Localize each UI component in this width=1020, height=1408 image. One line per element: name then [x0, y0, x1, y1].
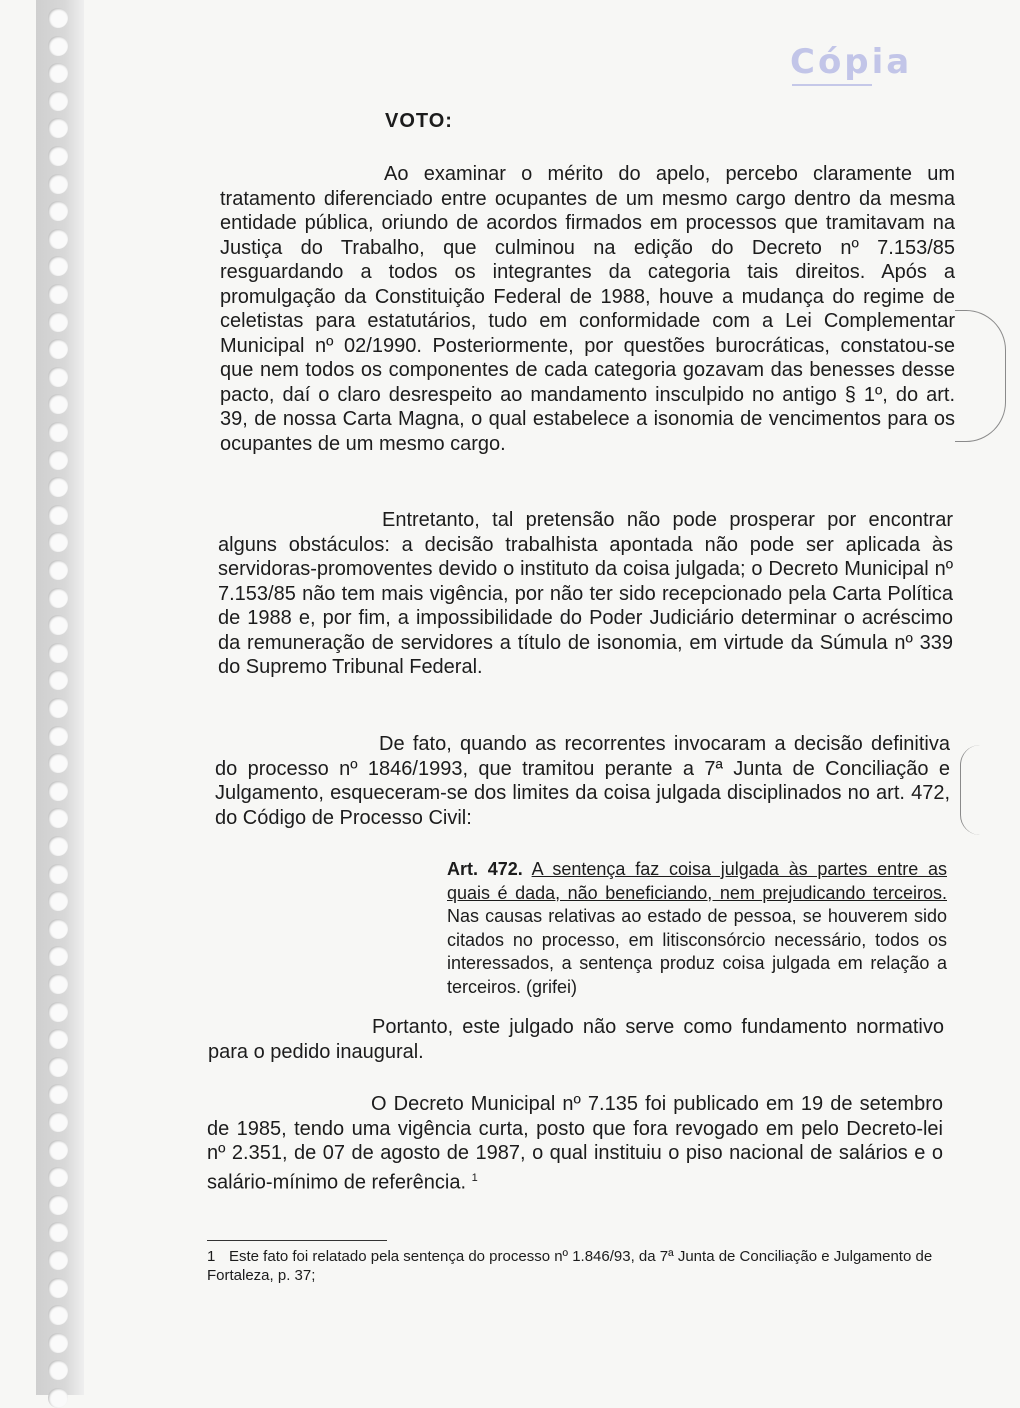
footnote-number: 1 [207, 1248, 216, 1265]
binding-hole [48, 1305, 68, 1325]
binding-hole [48, 1140, 68, 1160]
binding-hole [48, 1167, 68, 1187]
binding-hole [48, 1360, 68, 1380]
binding-hole [48, 422, 68, 442]
binding-hole [48, 312, 68, 332]
binding-hole [48, 1388, 68, 1408]
footnote-separator [207, 1240, 387, 1241]
binding-hole [48, 1195, 68, 1215]
handwritten-margin-scribble [960, 745, 1001, 835]
binding-hole [48, 808, 68, 828]
binding-hole [48, 836, 68, 856]
binding-hole [48, 63, 68, 83]
paragraph-5-text: O Decreto Municipal nº 7.135 foi publicado em 19 de setembro de 1985, tendo uma vigência curta, posto que fora revogado em pelo Decreto-lei nº 2.351, de 07 de agosto de 1987, o qual instituiu o piso nacional de salários e o salário-mínimo de referência. [207, 1093, 943, 1194]
binding-hole [48, 1002, 68, 1022]
quote-article-number: Art. 472. [447, 859, 523, 879]
binding-hole [48, 394, 68, 414]
binding-hole [48, 477, 68, 497]
binding-hole [48, 339, 68, 359]
footnote-text: Este fato foi relatado pela sentença do processo nº 1.846/93, da 7ª Junta de Conciliação e Julgamento de Fortaleza, p. 37; [207, 1248, 933, 1284]
binding-hole [48, 1084, 68, 1104]
binding-hole [48, 1250, 68, 1270]
legal-quotation [447, 858, 947, 999]
binding-hole [48, 1029, 68, 1049]
binding-hole [48, 1112, 68, 1132]
binding-hole [48, 532, 68, 552]
binding-hole [48, 670, 68, 690]
binding-hole [48, 1333, 68, 1353]
binding-hole [48, 1222, 68, 1242]
binding-hole [48, 174, 68, 194]
binding-hole [48, 698, 68, 718]
binding-hole [48, 91, 68, 111]
quote-remaining-text: Nas causas relativas ao estado de pessoa, se houverem sido citados no processo, em litisconsórcio necessário, todos os interessados, a sentença produz coisa julgada em relação a terceiros. (grifei) [447, 906, 947, 997]
binding-hole [48, 1278, 68, 1298]
binding-hole [48, 588, 68, 608]
binding-hole [48, 974, 68, 994]
paragraph-1: Ao examinar o mérito do apelo, percebo claramente um tratamento diferenciado entre ocupantes de um mesmo cargo dentro da mesma entidade pública, oriundo de acordos firmados em processos que tramitavam na Justiça do Trabalho, que culminou na edição do Decreto nº 7.153/85 resguardando a todos os integrantes da categoria tais direitos. Após a promulgação da Constituição Federal de 1988, houve a mudança do regime de celetistas para estatutários, tudo em conformidade com a Lei Complementar Municipal nº 02/1990. Posteriormente, por questões burocráticas, constatou-se que nem todos os componentes de cada categoria gozavam das benesses desse pacto, daí o claro desrespeito ao mandamento insculpido no antigo § 1º, do art. 39, de nossa Carta Magna, o qual estabelece a isonomia de vencimentos para os ocupantes de um mesmo cargo. [220, 163, 955, 455]
binding-holes-strip [36, 0, 84, 1395]
binding-hole [48, 753, 68, 773]
binding-hole [48, 367, 68, 387]
binding-hole [48, 946, 68, 966]
binding-hole [48, 643, 68, 663]
binding-hole [48, 726, 68, 746]
paragraph-3: De fato, quando as recorrentes invocaram a decisão definitiva do processo nº 1846/1993, que tramitou perante a 7ª Junta de Conciliação e Julgamento, esqueceram-se dos limites da coisa julgada disciplinados no art. 472, do Código de Processo Civil: [215, 733, 950, 829]
binding-hole [48, 229, 68, 249]
quote-underlined-text: A sentença faz coisa julgada às partes entre as quais é dada, não beneficiando, nem prejudicando terceiros. [447, 859, 947, 903]
binding-hole [48, 118, 68, 138]
binding-hole [48, 891, 68, 911]
binding-hole [48, 284, 68, 304]
paragraph-4: Portanto, este julgado não serve como fundamento normativo para o pedido inaugural. [208, 1016, 944, 1063]
binding-hole [48, 8, 68, 28]
binding-hole [48, 919, 68, 939]
binding-hole [48, 560, 68, 580]
copy-stamp: Cópia [790, 42, 913, 82]
paragraph-2: Entretanto, tal pretensão não pode prosperar por encontrar alguns obstáculos: a decisão trabalhista apontada não pode ser aplicada às servidoras-promoventes devido o instituto da coisa julgada; o Decreto Municipal nº 7.153/85 não tem mais vigência, por não ter sido recepcionado pela Carta Política de 1988 e, por fim, a impossibilidade do Poder Judiciário determinar o acréscimo da remuneração de servidores a título de isonomia, em virtude da Súmula nº 339 do Supremo Tribunal Federal. [218, 509, 953, 678]
binding-hole [48, 615, 68, 635]
binding-hole [48, 36, 68, 56]
paragraph-5 [207, 1092, 943, 1195]
binding-hole [48, 450, 68, 470]
footnote [207, 1247, 942, 1285]
binding-hole [48, 864, 68, 884]
binding-hole [48, 781, 68, 801]
binding-hole [48, 1057, 68, 1077]
binding-hole [48, 201, 68, 221]
binding-hole [48, 256, 68, 276]
section-heading: VOTO: [385, 110, 453, 132]
footnote-reference: 1 [471, 1171, 478, 1184]
margin-bracket-mark [955, 310, 1006, 442]
binding-hole [48, 505, 68, 525]
binding-hole [48, 146, 68, 166]
stamp-signature-line [792, 84, 872, 86]
